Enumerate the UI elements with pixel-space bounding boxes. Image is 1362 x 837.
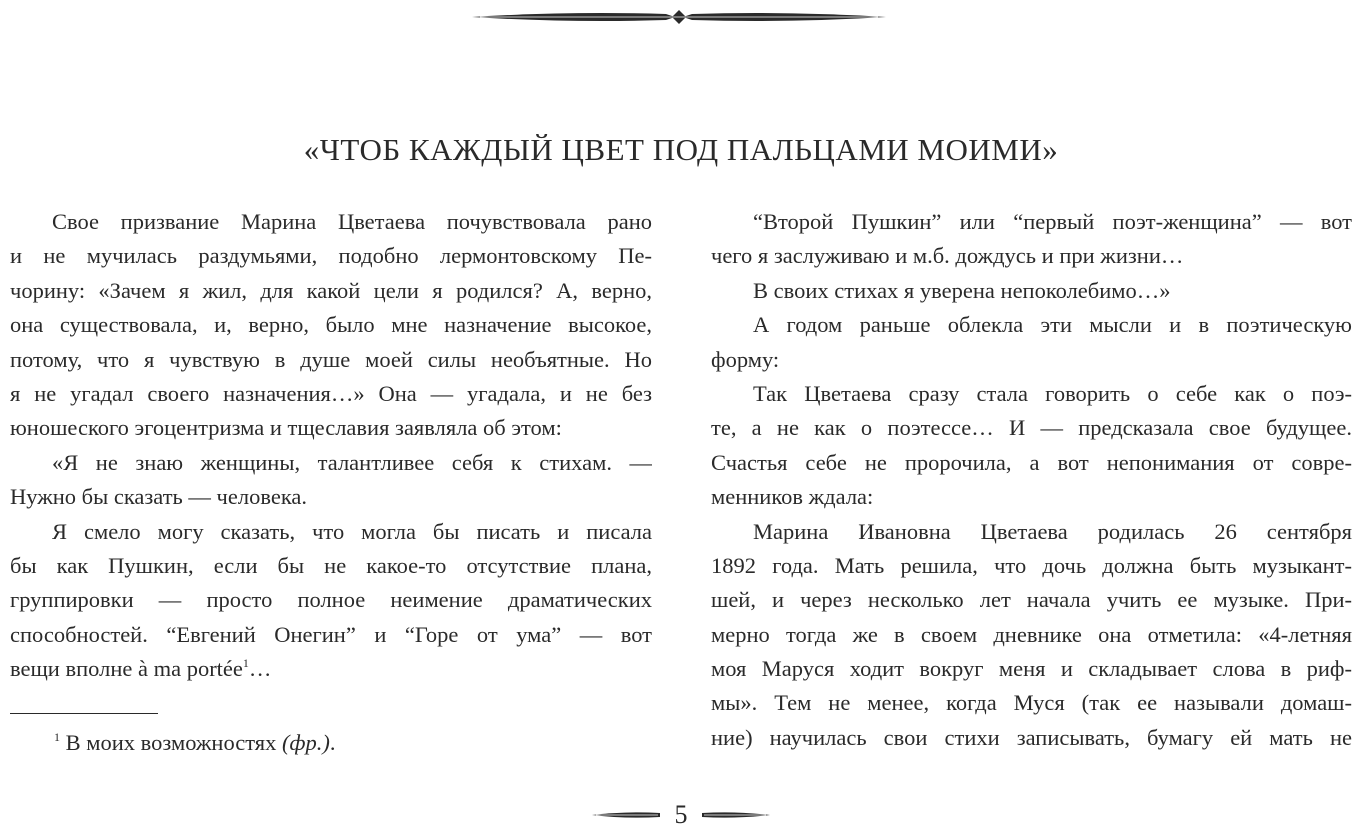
text-line: Нужно бы сказать — человека. <box>10 484 308 510</box>
text-segment: вещи вполне à ma portée <box>10 656 243 682</box>
footnote-end: . <box>329 730 336 755</box>
text-line: бы как Пушкин, если бы не какое-то отсутствие плана, <box>10 552 652 578</box>
footnote-abbr: (фр.) <box>282 730 330 755</box>
text-line: мерно тогда же в своем дневнике она отметила: «4-летняя <box>711 621 1352 647</box>
text-line: Марина Ивановна Цветаева родилась 26 сентября <box>753 518 1352 544</box>
page-footer <box>590 798 772 832</box>
right-column <box>711 205 1352 755</box>
footnote-divider <box>10 713 158 714</box>
text-line: способностей. “Евгений Онегин” и “Горе от ума” — вот <box>10 621 652 647</box>
text-line: группировки — просто полное неимение драматических <box>10 587 652 613</box>
text-line: я не угадал своего назначения…» Она — угадала, и не без <box>10 380 652 406</box>
footnote-marker[interactable]: 1 <box>242 656 249 671</box>
text-line: она существовала, и, верно, было мне назначение высокое, <box>10 312 652 338</box>
footnote-number: 1 <box>54 730 60 744</box>
text-line: Счастья себе не пророчила, а вот непонимания от совре- <box>711 449 1352 475</box>
footnote <box>54 726 336 760</box>
left-column <box>10 205 652 686</box>
text-line: форму: <box>711 346 780 372</box>
top-ornament-icon <box>470 8 888 26</box>
page-number: 5 <box>674 800 688 829</box>
footer-ornament-right-icon <box>700 806 772 824</box>
text-line: В своих стихах я уверена непоколебимо…» <box>753 277 1171 303</box>
text-line: «Я не знаю женщины, талантливее себя к стихам. — <box>52 449 652 475</box>
text-line: ние) научилась свои стихи записывать, бумагу ей мать не <box>711 724 1352 750</box>
text-line: юношеского эгоцентризма и тщеславия заявляла об этом: <box>10 415 562 441</box>
text-line: чего я заслуживаю и м.б. дождусь и при жизни… <box>711 243 1184 269</box>
text-line: Я смело могу сказать, что могла бы писать и писала <box>52 518 652 544</box>
footnote-text: В моих возможностях <box>65 730 283 755</box>
page-title: «ЧТОБ КАЖДЫЙ ЦВЕТ ПОД ПАЛЬЦАМИ МОИМИ» <box>303 132 1059 167</box>
text-line: те, а не как о поэтессе… И — предсказала свое будущее. <box>711 415 1352 441</box>
text-line: А годом раньше облекла эти мысли и в поэтическую <box>753 312 1352 338</box>
text-line: Так Цветаева сразу стала говорить о себе как о поэ- <box>753 380 1352 406</box>
text-line: “Второй Пушкин” или “первый поэт-женщина” — вот <box>753 209 1352 234</box>
text-line: 1892 года. Мать решила, что дочь должна быть музыкант- <box>711 552 1352 578</box>
text-line-with-footnote <box>10 652 652 686</box>
ellipsis: … <box>248 656 272 682</box>
text-line: потому, что я чувствую в душе моей силы необъятные. Но <box>10 346 652 372</box>
text-line: моя Маруся ходит вокруг меня и складывает слова в риф- <box>711 656 1352 682</box>
text-line: шей, и через несколько лет начала учить ее музыке. При- <box>711 587 1352 613</box>
text-line: чорину: «Зачем я жил, для какой цели я родился? А, верно, <box>10 277 652 303</box>
text-line: и не мучилась раздумьями, подобно лермонтовскому Пе- <box>10 243 652 269</box>
text-line: Свое призвание Марина Цветаева почувствовала рано <box>52 209 652 234</box>
text-line: менников ждала: <box>711 484 874 510</box>
text-line: мы». Тем не менее, когда Муся (так ее называли домаш- <box>711 690 1352 716</box>
